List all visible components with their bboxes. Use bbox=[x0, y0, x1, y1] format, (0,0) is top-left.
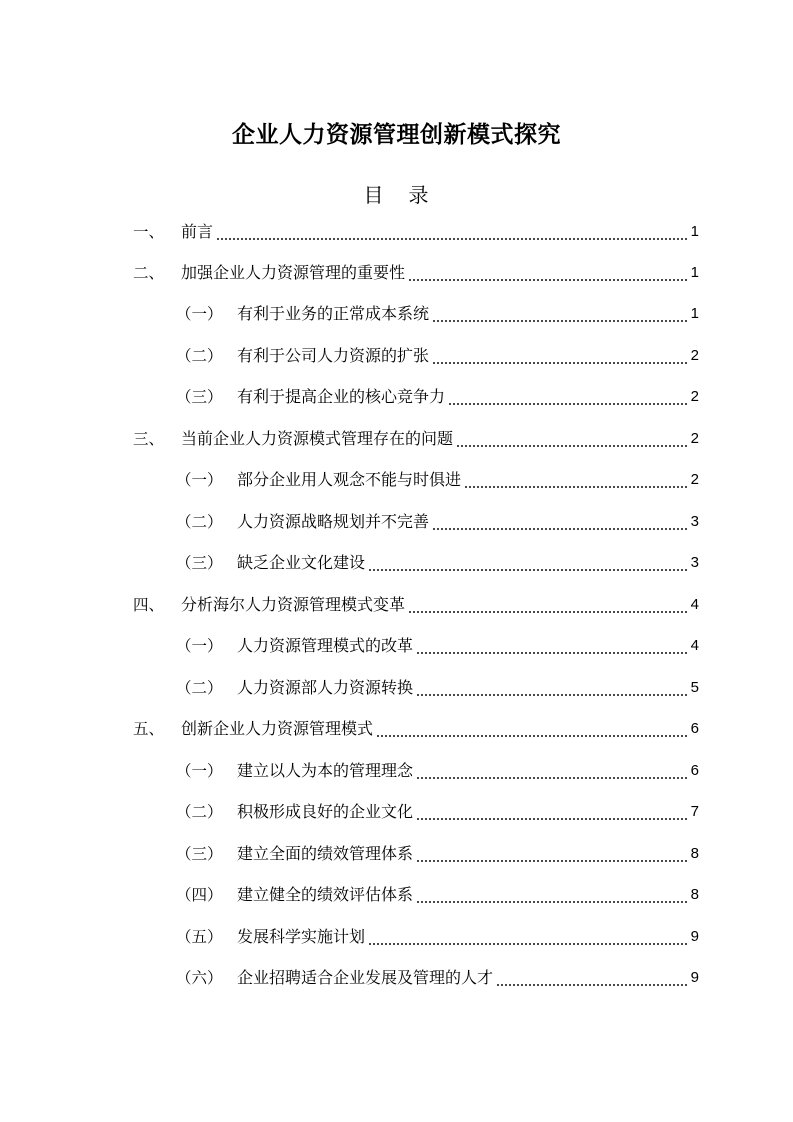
toc-dot-leader bbox=[416, 760, 687, 782]
toc-entry-text: 有利于业务的正常成本系统 bbox=[237, 304, 430, 323]
toc-entry-number: 五、 bbox=[133, 720, 165, 738]
toc-entry-page: 1 bbox=[690, 264, 699, 281]
toc-entry-text: 缺乏企业文化建设 bbox=[237, 553, 366, 572]
toc-dot-leader bbox=[456, 428, 687, 450]
toc-entry-page: 7 bbox=[690, 803, 699, 820]
toc-entry-number: （四） bbox=[176, 886, 223, 904]
toc-entry-number: （二） bbox=[176, 803, 223, 821]
toc-entry-section-5[interactable] bbox=[133, 718, 699, 740]
toc-dot-leader bbox=[416, 843, 687, 865]
toc-entry-text: 创新企业人力资源管理模式 bbox=[181, 719, 374, 738]
toc-entry-number: （三） bbox=[176, 845, 223, 863]
toc-entry-section-5-2[interactable] bbox=[176, 801, 699, 823]
toc-entry-page: 3 bbox=[690, 513, 699, 530]
toc-entry-text: 部分企业用人观念不能与时俱进 bbox=[237, 470, 462, 489]
toc-entry-page: 8 bbox=[690, 845, 699, 862]
toc-entry-section-3-3[interactable] bbox=[176, 552, 699, 574]
toc-entry-section-2-2[interactable] bbox=[176, 345, 699, 367]
toc-entry-number: 二、 bbox=[133, 264, 165, 282]
toc-entry-number: （三） bbox=[176, 388, 223, 406]
toc-entry-page: 1 bbox=[690, 305, 699, 322]
toc-entry-section-5-6[interactable] bbox=[176, 967, 699, 989]
toc-dot-leader bbox=[432, 345, 687, 367]
toc-entry-text: 人力资源战略规划并不完善 bbox=[237, 512, 430, 531]
toc-dot-leader bbox=[368, 552, 687, 574]
toc-entry-number: 一、 bbox=[133, 223, 165, 241]
toc-entry-number: （一） bbox=[176, 471, 223, 489]
toc-entry-section-2-1[interactable] bbox=[176, 303, 699, 325]
toc-entry-section-3-2[interactable] bbox=[176, 511, 699, 533]
toc-dot-leader bbox=[416, 635, 687, 657]
toc-entry-section-3[interactable] bbox=[133, 428, 699, 450]
toc-entry-number: （一） bbox=[176, 637, 223, 655]
toc-entry-text: 建立全面的绩效管理体系 bbox=[237, 844, 414, 863]
toc-entry-text: 积极形成良好的企业文化 bbox=[237, 802, 414, 821]
toc-dot-leader bbox=[408, 262, 687, 284]
toc-dot-leader bbox=[432, 303, 687, 325]
toc-entry-section-4[interactable] bbox=[133, 594, 699, 616]
toc-entry-page: 3 bbox=[690, 554, 699, 571]
toc-entry-number: （二） bbox=[176, 679, 223, 697]
toc-entry-page: 1 bbox=[690, 223, 699, 240]
toc-entry-text: 建立健全的绩效评估体系 bbox=[237, 885, 414, 904]
toc-entry-text: 分析海尔人力资源管理模式变革 bbox=[181, 595, 406, 614]
toc-entry-text: 有利于提高企业的核心竞争力 bbox=[237, 387, 446, 406]
toc-entry-number: （五） bbox=[176, 928, 223, 946]
toc-dot-leader bbox=[216, 221, 687, 243]
toc-entry-text: 企业招聘适合企业发展及管理的人才 bbox=[237, 968, 494, 987]
toc-entry-number: （一） bbox=[176, 305, 223, 323]
toc-entry-page: 8 bbox=[690, 886, 699, 903]
toc-entry-section-5-1[interactable] bbox=[176, 760, 699, 782]
toc-dot-leader bbox=[416, 677, 687, 699]
toc-entry-number: 四、 bbox=[133, 596, 165, 614]
toc-entry-section-5-3[interactable] bbox=[176, 843, 699, 865]
toc-entry-number: （三） bbox=[176, 554, 223, 572]
toc-entry-text: 当前企业人力资源模式管理存在的问题 bbox=[181, 429, 454, 448]
toc-entry-page: 4 bbox=[690, 596, 699, 613]
toc-entry-page: 2 bbox=[690, 347, 699, 364]
toc-entry-text: 人力资源管理模式的改革 bbox=[237, 636, 414, 655]
toc-entry-number: （二） bbox=[176, 347, 223, 365]
toc-entry-text: 前言 bbox=[181, 222, 214, 241]
toc-entry-page: 6 bbox=[690, 762, 699, 779]
toc-entry-page: 2 bbox=[690, 471, 699, 488]
toc-entry-page: 9 bbox=[690, 928, 699, 945]
toc-entry-page: 2 bbox=[690, 388, 699, 405]
toc-entry-section-5-4[interactable] bbox=[176, 884, 699, 906]
toc-entry-text: 发展科学实施计划 bbox=[237, 927, 366, 946]
toc-heading-left: 目 bbox=[363, 183, 385, 207]
toc-entry-foreword[interactable] bbox=[133, 221, 699, 243]
toc-dot-leader bbox=[464, 469, 687, 491]
toc-entry-section-5-5[interactable] bbox=[176, 926, 699, 948]
toc-entry-page: 2 bbox=[690, 430, 699, 447]
toc-dot-leader bbox=[432, 511, 687, 533]
toc-entry-page: 9 bbox=[690, 969, 699, 986]
toc-entry-page: 5 bbox=[690, 679, 699, 696]
toc-entry-number: （一） bbox=[176, 762, 223, 780]
toc-entry-section-2-3[interactable] bbox=[176, 386, 699, 408]
toc-dot-leader bbox=[496, 967, 687, 989]
toc-entry-section-4-1[interactable] bbox=[176, 635, 699, 657]
toc-entry-number: （六） bbox=[176, 969, 223, 987]
toc-entry-section-4-2[interactable] bbox=[176, 677, 699, 699]
toc-entry-section-2[interactable] bbox=[133, 262, 699, 284]
toc-dot-leader bbox=[448, 386, 687, 408]
toc-entry-text: 人力资源部人力资源转换 bbox=[237, 678, 414, 697]
toc-dot-leader bbox=[416, 801, 687, 823]
toc-dot-leader bbox=[416, 884, 687, 906]
toc-dot-leader bbox=[376, 718, 687, 740]
toc-entry-section-3-1[interactable] bbox=[176, 469, 699, 491]
toc-entry-number: 三、 bbox=[133, 430, 165, 448]
document-title: 企业人力资源管理创新模式探究 bbox=[232, 121, 561, 148]
toc-entry-page: 6 bbox=[690, 720, 699, 737]
toc-entry-page: 4 bbox=[690, 637, 699, 654]
toc-dot-leader bbox=[368, 926, 687, 948]
toc-entry-text: 加强企业人力资源管理的重要性 bbox=[181, 263, 406, 282]
toc-entry-text: 有利于公司人力资源的扩张 bbox=[237, 346, 430, 365]
toc-dot-leader bbox=[408, 594, 687, 616]
toc-heading-right: 录 bbox=[408, 183, 430, 207]
toc-entry-number: （二） bbox=[176, 513, 223, 531]
toc-entry-text: 建立以人为本的管理理念 bbox=[237, 761, 414, 780]
